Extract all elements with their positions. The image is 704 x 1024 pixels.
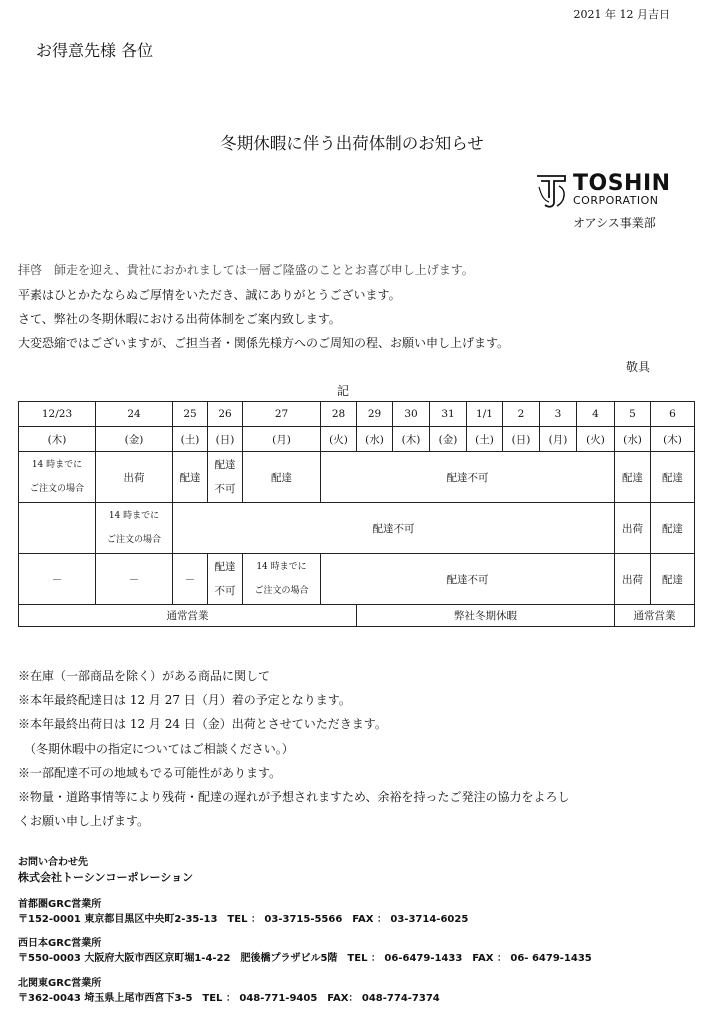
body-line-4: 大変恐縮ではございますが、ご担当者・関係先様方へのご周知の程、お願い申し上げます。: [18, 336, 510, 350]
weekday-cell: (水): [615, 427, 651, 452]
date-cell: 31: [430, 402, 467, 427]
order-condition-cell: [96, 503, 173, 554]
cell-line: 不可: [214, 585, 236, 597]
date-cell: 6: [651, 402, 695, 427]
note-line: ※本年最終配達日は 12 月 27 日（月）着の予定となります。: [18, 693, 351, 708]
date-cell: 5: [615, 402, 651, 427]
date-cell: 2: [503, 402, 540, 427]
date-row: [19, 402, 695, 427]
date-cell: 12/23: [19, 402, 96, 427]
division-name: オアシス事業部: [573, 216, 656, 230]
note-line: くお願い申し上げます。: [18, 814, 150, 829]
schedule-row-2: [19, 503, 695, 554]
schedule-cell: [208, 554, 243, 605]
body-line-1: 拝啓 師走を迎え、貴社におかれましては一層ご隆盛のこととお喜び申し上げます。: [18, 263, 474, 277]
cell-line: 14 時までに: [108, 511, 160, 521]
schedule-cell: 配達: [651, 452, 695, 503]
schedule-row-1: [19, 452, 695, 503]
weekday-cell: (木): [393, 427, 430, 452]
weekday-cell: (火): [321, 427, 357, 452]
cell-line: 配達: [214, 561, 236, 573]
schedule-cell: －: [173, 554, 208, 605]
cell-line: ご注文の場合: [254, 586, 309, 596]
note-line: ※一部配達不可の地域もでる可能性があります。: [18, 765, 282, 780]
weekday-cell: (月): [243, 427, 321, 452]
schedule-cell: 配達: [651, 503, 695, 554]
schedule-cell-empty: [19, 503, 96, 554]
contact-company: 株式会社トーシンコーポレーション: [18, 871, 194, 884]
schedule-cell: 出荷: [615, 503, 651, 554]
schedule-cell-merged: 配達不可: [321, 554, 615, 605]
schedule-cell: 配達: [615, 452, 651, 503]
weekday-cell: (日): [503, 427, 540, 452]
office-block: [18, 936, 592, 966]
schedule-row-3: [19, 554, 695, 605]
note-line: ※物量・道路事情等により残荷・配達の遅れが予想されますため、余裕を持ったご発注の協力をよろし: [18, 790, 570, 805]
office-block: [18, 976, 440, 1006]
weekday-cell: (金): [430, 427, 467, 452]
closing-word: 敬具: [626, 360, 651, 374]
cell-line: 配達: [214, 459, 236, 471]
document-title: 冬期休暇に伴う出荷体制のお知らせ: [220, 134, 484, 153]
date-cell: 3: [540, 402, 577, 427]
date-cell: 28: [321, 402, 357, 427]
date-cell: 29: [357, 402, 393, 427]
office-detail: 〒362-0043 埼玉県上尾市西宮下3-5 TEL ： 048-771-9405 FAX： 048-774-7374: [18, 993, 440, 1004]
weekday-cell: (土): [173, 427, 208, 452]
weekday-cell: (火): [577, 427, 615, 452]
weekday-cell: (金): [96, 427, 173, 452]
order-condition-cell: [243, 554, 321, 605]
cell-line: 14 時までに: [31, 460, 83, 470]
office-block: [18, 897, 468, 927]
office-name: 北関東GRC営業所: [18, 978, 102, 989]
schedule-table: [18, 401, 695, 627]
office-detail: 〒152-0001 東京都目黒区中央町2-35-13 TEL ： 03-3715-5566 FAX ： 03-3714-6025: [18, 914, 469, 925]
office-name: 首都圏GRC営業所: [18, 899, 102, 910]
schedule-cell: 配達: [173, 452, 208, 503]
date-cell: 27: [243, 402, 321, 427]
contact-heading: [18, 855, 193, 885]
date-cell: 1/1: [467, 402, 503, 427]
note-line: ※在庫（一部商品を除く）がある商品に関して: [18, 669, 271, 683]
company-logo: [535, 172, 670, 212]
date-cell: 24: [96, 402, 173, 427]
notes-section: [18, 664, 570, 833]
business-status-row: [19, 605, 695, 627]
schedule-cell: [208, 452, 243, 503]
note-line: ※本年最終出荷日は 12 月 24 日（金）出荷とさせていただきます。: [18, 717, 387, 732]
status-holiday: 弊社冬期休暇: [357, 605, 615, 627]
schedule-cell-merged: 配達不可: [173, 503, 615, 554]
date-cell: 26: [208, 402, 243, 427]
schedule-cell: －: [96, 554, 173, 605]
weekday-cell: (月): [540, 427, 577, 452]
date-cell: 25: [173, 402, 208, 427]
schedule-cell-merged: 配達不可: [321, 452, 615, 503]
weekday-row: [19, 427, 695, 452]
office-detail: 〒550-0003 大阪府大阪市西区京町堀1-4-22 肥後橋プラザビル5階 TEL ： 06-6479-1433 FAX ： 06- 6479-1435: [18, 953, 592, 964]
office-name: 西日本GRC営業所: [18, 938, 102, 949]
cell-line: ご注文の場合: [29, 484, 84, 494]
cell-line: 14 時までに: [256, 562, 307, 572]
weekday-cell: (木): [651, 427, 695, 452]
toshin-logo-icon: [535, 172, 569, 210]
body-line-3: さて、弊社の冬期休暇における出荷体制をご案内致します。: [18, 312, 341, 326]
status-normal: 通常営業: [19, 605, 357, 627]
schedule-cell: 出荷: [615, 554, 651, 605]
cell-line: ご注文の場合: [106, 535, 161, 545]
note-line: （冬期休暇中の指定についてはご相談ください。）: [18, 741, 294, 756]
schedule-cell: 出荷: [96, 452, 173, 503]
schedule-cell: －: [19, 554, 96, 605]
status-normal: 通常営業: [615, 605, 695, 627]
date-cell: 4: [577, 402, 615, 427]
date-cell: 30: [393, 402, 430, 427]
weekday-cell: (水): [357, 427, 393, 452]
document-date: 2021 年 12 月吉日: [573, 8, 670, 21]
addressee: お得意先様 各位: [36, 41, 154, 60]
schedule-cell: 配達: [651, 554, 695, 605]
logo-subtitle: CORPORATION: [573, 194, 659, 207]
contact-heading-text: お問い合わせ先: [18, 857, 88, 868]
weekday-cell: (土): [467, 427, 503, 452]
ki-marker: 記: [337, 384, 350, 398]
schedule-cell: 配達: [243, 452, 321, 503]
order-condition-cell: [19, 452, 96, 503]
cell-line: 不可: [214, 483, 236, 495]
weekday-cell: (日): [208, 427, 243, 452]
logo-wordmark: TOSHIN: [573, 171, 671, 196]
body-line-2: 平素はひとかたならぬご厚情をいただき、誠にありがとうございます。: [18, 288, 401, 302]
weekday-cell: (木): [19, 427, 96, 452]
